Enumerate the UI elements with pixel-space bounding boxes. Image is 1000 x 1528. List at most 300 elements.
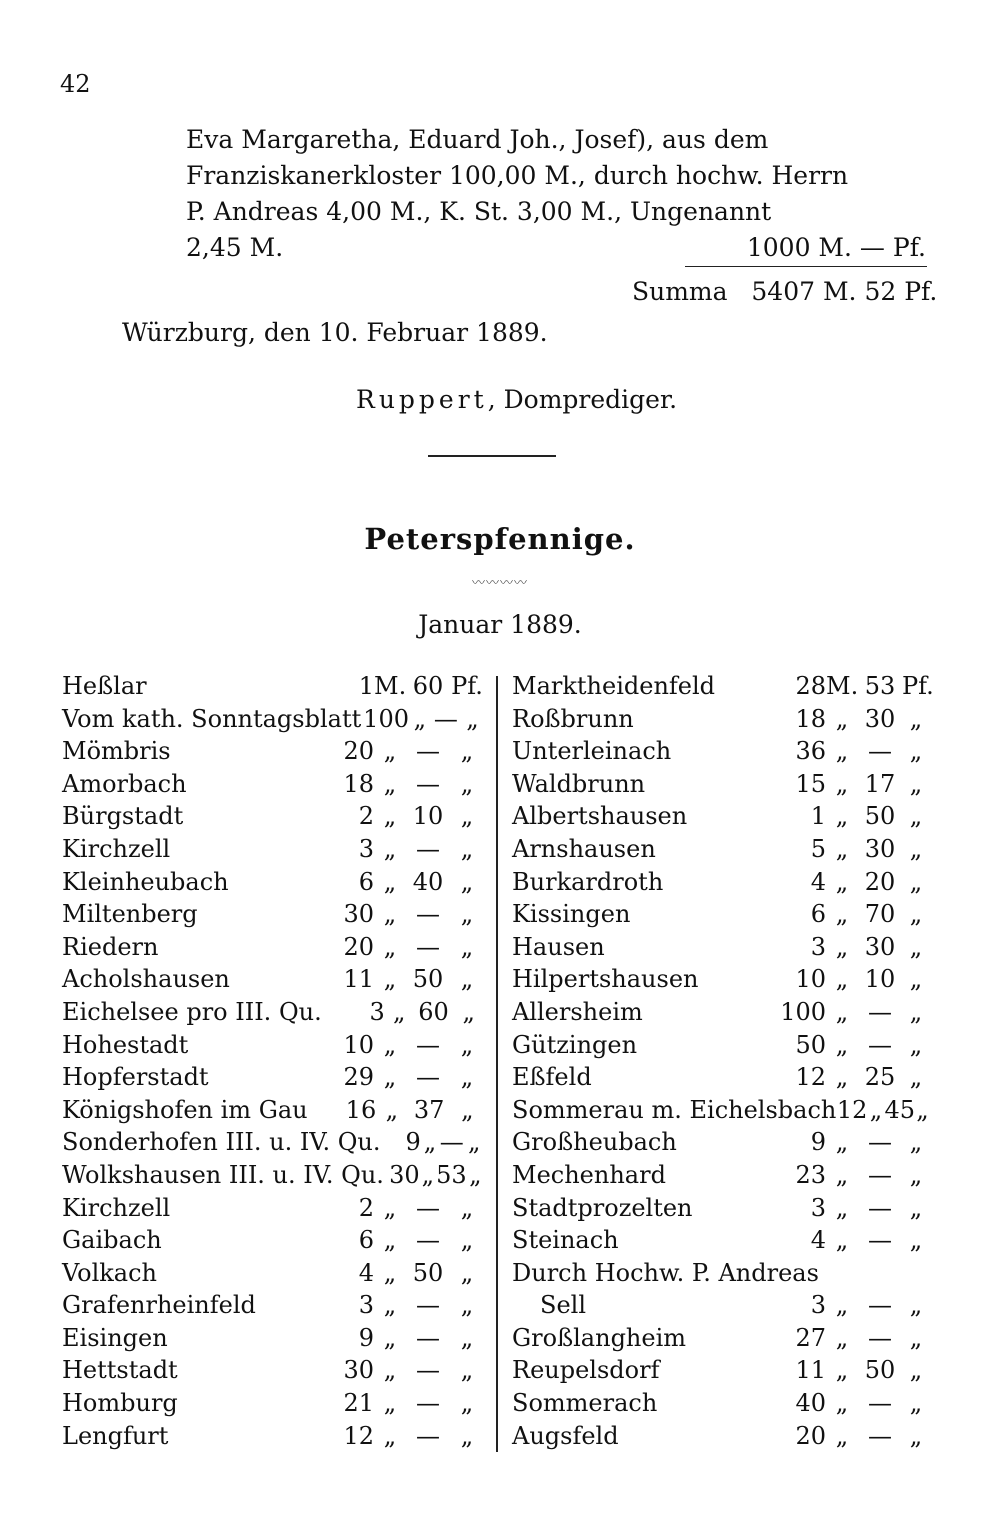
ledger-place-name: Albertshausen (512, 802, 688, 831)
ledger-mark-unit: „ (835, 1128, 849, 1157)
ledger-mark-amount: 6 (358, 1226, 374, 1255)
ledger-mark-unit: „ (835, 965, 849, 994)
ledger-mark-amount: 9 (810, 1128, 826, 1157)
ledger-row (512, 1192, 930, 1225)
ledger-pfennig-unit: „ (460, 834, 474, 863)
ledger-mark-unit: „ (383, 1323, 397, 1352)
ledger-mark-unit: „ (383, 932, 397, 961)
ledger-pfennig-amount: — (868, 997, 892, 1026)
continuation-entry (186, 122, 926, 266)
ledger-row (512, 1354, 930, 1387)
ledger-mark-unit: „ (835, 932, 849, 961)
ledger-row (62, 735, 484, 768)
ledger-row (512, 996, 930, 1029)
ledger-mark-unit: „ (835, 1323, 849, 1352)
ledger-row (512, 1387, 930, 1420)
ledger-pfennig-amount: — (416, 1356, 440, 1385)
ledger-mark-amount: 3 (369, 997, 385, 1026)
ledger-mark-amount: 15 (795, 769, 826, 798)
ledger-pfennig-unit: „ (909, 1063, 923, 1092)
ledger-row (62, 703, 484, 736)
ledger-mark-amount: 4 (358, 1258, 374, 1287)
ledger-place-name: Amorbach (62, 769, 187, 798)
ledger-mark-unit: „ (835, 834, 849, 863)
ledger-mark-unit: „ (835, 900, 849, 929)
summa-total: Summa 5407 M. 52 Pf. (632, 277, 938, 306)
ledger-pfennig-unit: „ (460, 1356, 474, 1385)
ledger-pfennig-unit: „ (909, 1323, 923, 1352)
ledger-mark-unit: „ (869, 1095, 883, 1124)
ledger-row (512, 1224, 930, 1257)
ledger-pfennig-unit: „ (460, 802, 474, 831)
ledger-pfennig-unit: „ (909, 1128, 923, 1157)
ledger-pfennig-amount: — (416, 1193, 440, 1222)
ledger-row (512, 1126, 930, 1159)
ledger-pfennig-unit: „ (460, 1389, 474, 1418)
continuation-last-line (186, 230, 926, 266)
ledger-row (512, 1420, 930, 1453)
ledger-place-name: Augsfeld (512, 1421, 619, 1450)
ledger-pfennig-unit: „ (460, 1291, 474, 1320)
ledger-mark-amount: 10 (795, 965, 826, 994)
ledger-mark-unit: „ (383, 1193, 397, 1222)
ledger-mark-amount: 6 (810, 900, 826, 929)
ledger-mark-unit: „ (393, 997, 406, 1026)
ledger-mark-unit: „ (383, 900, 397, 929)
ledger-mark-amount: 50 (795, 1030, 826, 1059)
ledger-row (62, 1061, 484, 1094)
ledger-pfennig-unit: „ (909, 867, 923, 896)
ledger-mark-unit: „ (835, 1030, 849, 1059)
ledger-mark-unit: „ (835, 1063, 849, 1092)
ledger-mark-amount: 30 (389, 1160, 420, 1189)
section-title: Peterspfennige. (364, 522, 636, 556)
ledger-pfennig-amount: — (416, 1030, 440, 1059)
ledger-pfennig-amount: 30 (864, 932, 896, 961)
ledger-mark-unit: „ (835, 704, 849, 733)
ledger-pfennig-unit: „ (909, 900, 923, 929)
ledger-place-name: Unterleinach (512, 737, 672, 766)
ledger-mark-amount: 9 (358, 1323, 374, 1352)
ledger-pfennig-unit: „ (460, 1258, 474, 1287)
ledger-place-name: Steinach (512, 1226, 619, 1255)
ledger-row (62, 1126, 484, 1159)
ledger-place-name: Kleinheubach (62, 867, 229, 896)
ledger-pfennig-amount: 50 (864, 802, 896, 831)
ledger-place-name: Volkach (62, 1258, 158, 1287)
ledger-place-name: Kissingen (512, 900, 631, 929)
ledger-mark-amount: 29 (343, 1063, 374, 1092)
ledger-place-name: Durch Hochw. P. Andreas (512, 1258, 819, 1287)
ledger-pfennig-unit: „ (469, 1160, 482, 1189)
ledger-row (512, 1322, 930, 1355)
ledger-pfennig-unit: „ (909, 1356, 923, 1385)
ledger-mark-unit: „ (383, 802, 397, 831)
ledger-pfennig-amount: — (416, 1291, 440, 1320)
ledger-pfennig-unit: „ (909, 997, 923, 1026)
ledger-place-name: Gützingen (512, 1030, 638, 1059)
ledger-row (62, 1322, 484, 1355)
ledger-place-name: Gaibach (62, 1226, 162, 1255)
ledger-pfennig-amount: — (868, 1421, 892, 1450)
ledger-mark-unit: „ (835, 1356, 849, 1385)
ledger-row (512, 1159, 930, 1192)
ledger-pfennig-unit: „ (909, 1421, 923, 1450)
ledger-mark-unit: „ (383, 1421, 397, 1450)
ledger-mark-amount: 3 (810, 1291, 826, 1320)
ledger-mark-amount: 2 (358, 1193, 374, 1222)
ledger-pfennig-amount: 30 (864, 834, 896, 863)
ledger-place-name: Kirchzell (62, 1193, 171, 1222)
ledger-mark-unit: „ (383, 834, 397, 863)
ledger-pfennig-amount: — (868, 737, 892, 766)
ledger-mark-unit: „ (383, 1291, 397, 1320)
ledger-mark-unit: „ (383, 769, 397, 798)
ledger-place-name: Großheubach (512, 1128, 677, 1157)
ledger-pfennig-unit: „ (916, 1095, 929, 1124)
ledger-pfennig-amount: 25 (864, 1063, 896, 1092)
ledger-pfennig-amount: 17 (864, 769, 896, 798)
ledger-pfennig-unit: „ (909, 802, 923, 831)
ledger-pfennig-unit: „ (909, 1226, 923, 1255)
ledger-place-name: Wolkshausen III. u. IV. Qu. (62, 1160, 384, 1189)
ledger-pfennig-unit: „ (461, 1095, 474, 1124)
continuation-line: Franziskanerkloster 100,00 M., durch hochw. Herrn (186, 161, 849, 190)
ledger-mark-unit: „ (383, 1258, 397, 1287)
ledger-mark-unit: „ (423, 1128, 437, 1157)
ledger-place-name: Sell (540, 1291, 586, 1320)
ledger-place-name: Hilpertshausen (512, 965, 699, 994)
ledger-row (62, 963, 484, 996)
ledger-pfennig-unit: „ (909, 1193, 923, 1222)
ledger-pfennig-amount: — (868, 1160, 892, 1189)
ledger-pfennig-amount: 40 (412, 867, 444, 896)
ledger-place-name: Eßfeld (512, 1063, 592, 1092)
ledger-mark-amount: 11 (795, 1356, 826, 1385)
page-number: 42 (60, 70, 91, 98)
ledger-mark-unit: „ (383, 1030, 397, 1059)
ledger-place-name: Sommerach (512, 1389, 658, 1418)
ledger-pfennig-amount: 50 (412, 1258, 444, 1287)
ledger-pfennig-amount: — (416, 1226, 440, 1255)
ledger-row (62, 1192, 484, 1225)
ledger-pfennig-unit: „ (460, 900, 474, 929)
ledger-mark-unit: „ (383, 737, 397, 766)
ledger-mark-amount: 3 (358, 1291, 374, 1320)
ledger-mark-unit: „ (835, 1226, 849, 1255)
ledger-place-name: Hausen (512, 932, 605, 961)
ledger-row (512, 1289, 930, 1322)
ledger-place-name: Burkardroth (512, 867, 664, 896)
ledger-pfennig-unit: „ (460, 769, 474, 798)
ledger-row (512, 963, 930, 996)
ornament-divider: 〰〰〰〰 (471, 576, 528, 591)
ledger-mark-amount: 36 (795, 737, 826, 766)
ledger-mark-unit: „ (835, 1291, 849, 1320)
ledger-mark-amount: 3 (358, 834, 374, 863)
ledger-row (512, 1029, 930, 1062)
ledger-row (62, 833, 484, 866)
ledger-pfennig-amount: 10 (864, 965, 896, 994)
ledger-pfennig-unit: „ (909, 1160, 923, 1189)
ledger-row (62, 898, 484, 931)
ledger-place-name: Bürgstadt (62, 802, 184, 831)
ledger-mark-unit: M. (374, 672, 407, 700)
ledger-pfennig-unit: „ (460, 1063, 474, 1092)
ledger-pfennig-unit: „ (909, 769, 923, 798)
ledger-mark-amount: 1 (358, 672, 374, 700)
ledger-place-name: Mechenhard (512, 1160, 666, 1189)
ledger-row (62, 1420, 484, 1453)
ledger-pfennig-amount: 50 (864, 1356, 896, 1385)
ledger-mark-amount: 3 (810, 932, 826, 961)
ledger-pfennig-unit: „ (909, 1030, 923, 1059)
ledger-pfennig-amount: — (868, 1389, 892, 1418)
ledger-place-name: Sonderhofen III. u. IV. Qu. (62, 1128, 381, 1157)
ledger-mark-amount: 10 (343, 1030, 374, 1059)
ledger-row (62, 768, 484, 801)
ledger-pfennig-amount: — (868, 1128, 892, 1157)
ledger-pfennig-amount: 50 (412, 965, 444, 994)
ledger-pfennig-amount: — (868, 1323, 892, 1352)
ledger-pfennig-unit: „ (460, 867, 474, 896)
ledger-pfennig-amount: — (416, 900, 440, 929)
ledger-pfennig-unit: „ (460, 1421, 474, 1450)
ledger-pfennig-unit: „ (909, 932, 923, 961)
ledger-mark-amount: 20 (795, 1421, 826, 1450)
ledger-row (512, 1257, 930, 1290)
ledger-mark-amount: 12 (836, 1095, 868, 1124)
ledger-row (512, 1094, 930, 1127)
ledger-pfennig-amount: — (416, 1421, 440, 1450)
ledger-pfennig-amount: — (416, 1389, 440, 1418)
ledger-mark-amount: 2 (358, 802, 374, 831)
ledger-mark-amount: 23 (795, 1160, 826, 1189)
ledger-pfennig-amount: — (868, 1226, 892, 1255)
sum-rule (685, 266, 927, 267)
ledger-pfennig-unit: „ (909, 704, 923, 733)
signature-name: Ruppert (356, 385, 488, 414)
ledger-place-name: Hohestadt (62, 1030, 189, 1059)
ledger-row (62, 1224, 484, 1257)
ledger-pfennig-unit: „ (909, 965, 923, 994)
ledger-mark-amount: 100 (363, 704, 409, 733)
ledger-pfennig-amount: — (416, 932, 440, 961)
ledger-mark-unit: „ (383, 1063, 397, 1092)
ledger-place-name: Kirchzell (62, 834, 171, 863)
ledger-row (512, 735, 930, 768)
ledger-mark-amount: 1 (810, 802, 826, 831)
ledger-row (512, 1061, 930, 1094)
ledger-mark-amount: 27 (795, 1323, 826, 1352)
ledger-mark-unit: „ (383, 1226, 397, 1255)
ledger-pfennig-amount: — (416, 1323, 440, 1352)
ledger-mark-amount: 30 (343, 900, 374, 929)
ledger-pfennig-unit: „ (468, 1128, 481, 1157)
ledger-pfennig-amount: 53 (864, 672, 896, 700)
ledger-place-name: Roßbrunn (512, 704, 634, 733)
ledger-place-name: Vom kath. Sonntagsblatt (62, 704, 362, 733)
ledger-mark-unit: „ (835, 1160, 849, 1189)
ledger-pfennig-amount: 70 (864, 900, 896, 929)
ledger-row (62, 1387, 484, 1420)
ledger-pfennig-amount: 60 (412, 672, 444, 700)
ledger-pfennig-unit: „ (460, 965, 474, 994)
ledger-place-name: Heßlar (62, 672, 147, 700)
ledger-row (512, 703, 930, 736)
ledger-mark-amount: 6 (358, 867, 374, 896)
ledger-pfennig-unit: „ (466, 704, 479, 733)
ledger-mark-unit: „ (835, 769, 849, 798)
ledger-pfennig-unit: „ (909, 834, 923, 863)
ledger-row (62, 670, 484, 703)
ledger-row (512, 768, 930, 801)
ledger-mark-amount: 3 (810, 1193, 826, 1222)
ledger-place-name: Grafenrheinfeld (62, 1291, 256, 1320)
ledger-pfennig-unit: Pf. (902, 672, 934, 700)
ledger-place-name: Marktheidenfeld (512, 672, 716, 700)
ledger-row (62, 1289, 484, 1322)
ledger-row (512, 866, 930, 899)
ledger-row (62, 1094, 484, 1127)
ledger-right-column (512, 670, 934, 1452)
ledger-mark-amount: 4 (810, 867, 826, 896)
ledger-row (512, 898, 930, 931)
ledger-pfennig-unit: „ (909, 1291, 923, 1320)
ledger-pfennig-unit: Pf. (451, 672, 483, 700)
ledger-mark-amount: 12 (795, 1063, 826, 1092)
ledger-pfennig-amount: 20 (864, 867, 896, 896)
ledger-pfennig-amount: — (868, 1193, 892, 1222)
ledger-pfennig-unit: „ (462, 997, 475, 1026)
ledger-row (62, 996, 484, 1029)
ledger-pfennig-amount: 53 (436, 1160, 467, 1189)
ledger-mark-amount: 28 (795, 672, 826, 700)
ledger-place-name: Großlangheim (512, 1323, 687, 1352)
ledger-place-name: Lengfurt (62, 1421, 169, 1450)
ledger-pfennig-amount: 45 (884, 1095, 916, 1124)
ledger-pfennig-amount: 10 (412, 802, 444, 831)
ledger-row (512, 833, 930, 866)
ledger-place-name: Allersheim (512, 997, 643, 1026)
ledger-place-name: Hettstadt (62, 1356, 178, 1385)
ledger-mark-unit: „ (383, 965, 397, 994)
ledger-mark-unit: „ (835, 997, 849, 1026)
ledger-pfennig-amount: — (433, 704, 458, 733)
ledger-place-name: Waldbrunn (512, 769, 646, 798)
ledger-mark-unit: „ (383, 1389, 397, 1418)
ledger-mark-amount: 100 (780, 997, 826, 1026)
ledger-mark-amount: 20 (343, 932, 374, 961)
ledger-row (512, 800, 930, 833)
ledger-mark-amount: 20 (343, 737, 374, 766)
ledger-mark-unit: „ (383, 867, 397, 896)
continuation-line: P. Andreas 4,00 M., K. St. 3,00 M., Ungenannt (186, 197, 772, 226)
ledger-pfennig-amount: — (868, 1030, 892, 1059)
ledger-place-name: Homburg (62, 1389, 178, 1418)
ledger-row (62, 800, 484, 833)
ledger-place-name: Eisingen (62, 1323, 168, 1352)
ledger-place-name: Arnshausen (512, 834, 656, 863)
ledger-mark-amount: 18 (795, 704, 826, 733)
ledger-row (512, 670, 934, 703)
ledger-pfennig-unit: „ (460, 1323, 474, 1352)
ledger-pfennig-amount: 37 (413, 1095, 445, 1124)
ledger-pfennig-amount: — (416, 1063, 440, 1092)
section-separator (428, 455, 556, 457)
ledger-place-name: Riedern (62, 932, 159, 961)
ledger-pfennig-unit: „ (909, 1389, 923, 1418)
ledger-mark-unit: „ (413, 704, 427, 733)
continuation-last-text: 2,45 M. (186, 233, 284, 262)
ledger-mark-amount: 5 (810, 834, 826, 863)
ledger-pfennig-amount: 30 (864, 704, 896, 733)
ledger-place-name: Eichelsee pro III. Qu. (62, 997, 322, 1026)
ledger-pfennig-unit: „ (460, 737, 474, 766)
ledger-mark-amount: 4 (810, 1226, 826, 1255)
ledger-mark-amount: 16 (345, 1095, 377, 1124)
ledger-mark-amount: 12 (343, 1421, 374, 1450)
ledger-mark-unit: „ (421, 1160, 435, 1189)
ledger-row (62, 1159, 484, 1192)
ledger-pfennig-unit: „ (460, 932, 474, 961)
ledger-pfennig-amount: — (868, 1291, 892, 1320)
signature (356, 385, 677, 414)
ledger-mark-amount: 30 (343, 1356, 374, 1385)
continuation-amount: 1000 M. — Pf. (746, 233, 926, 262)
ledger-row (62, 1029, 484, 1062)
ledger-row (62, 1354, 484, 1387)
ledger-mark-amount: 21 (343, 1389, 374, 1418)
ledger-pfennig-amount: — (416, 737, 440, 766)
column-divider (496, 676, 498, 1452)
ledger-left-column (62, 670, 484, 1452)
ledger-place-name: Reupelsdorf (512, 1356, 660, 1385)
ledger-mark-unit: „ (383, 1356, 397, 1385)
ledger-mark-amount: 18 (343, 769, 374, 798)
ledger-mark-amount: 40 (795, 1389, 826, 1418)
ledger-place-name: Miltenberg (62, 900, 198, 929)
ledger-row (62, 931, 484, 964)
ledger-place-name: Hopferstadt (62, 1063, 209, 1092)
ledger-place-name: Stadtprozelten (512, 1193, 693, 1222)
ledger-mark-unit: „ (835, 1193, 849, 1222)
ledger-mark-unit: M. (826, 672, 859, 700)
ledger-place-name: Mömbris (62, 737, 171, 766)
continuation-line: Eva Margaretha, Eduard Joh., Josef), aus dem (186, 125, 769, 154)
month-heading: Januar 1889. (418, 610, 582, 639)
ledger-pfennig-unit: „ (909, 737, 923, 766)
signature-title: , Domprediger. (487, 385, 678, 414)
ledger-mark-unit: „ (835, 867, 849, 896)
ledger-place-name: Königshofen im Gau (62, 1095, 308, 1124)
ledger-place-name: Sommerau m. Eichelsbach (512, 1095, 837, 1124)
ledger-mark-unit: „ (385, 1095, 399, 1124)
ledger-pfennig-unit: „ (460, 1193, 474, 1222)
ledger-row (512, 931, 930, 964)
ledger-mark-unit: „ (835, 1389, 849, 1418)
ledger-pfennig-amount: — (416, 834, 440, 863)
ledger-row (62, 866, 484, 899)
ledger-row (62, 1257, 484, 1290)
ledger-pfennig-amount: — (439, 1128, 464, 1157)
ledger-pfennig-amount: 60 (418, 997, 449, 1026)
ledger-place-name: Acholshausen (62, 965, 230, 994)
ledger-mark-amount: 11 (343, 965, 374, 994)
ledger-mark-amount: 9 (405, 1128, 421, 1157)
place-date: Würzburg, den 10. Februar 1889. (122, 318, 548, 347)
ledger-mark-unit: „ (835, 802, 849, 831)
